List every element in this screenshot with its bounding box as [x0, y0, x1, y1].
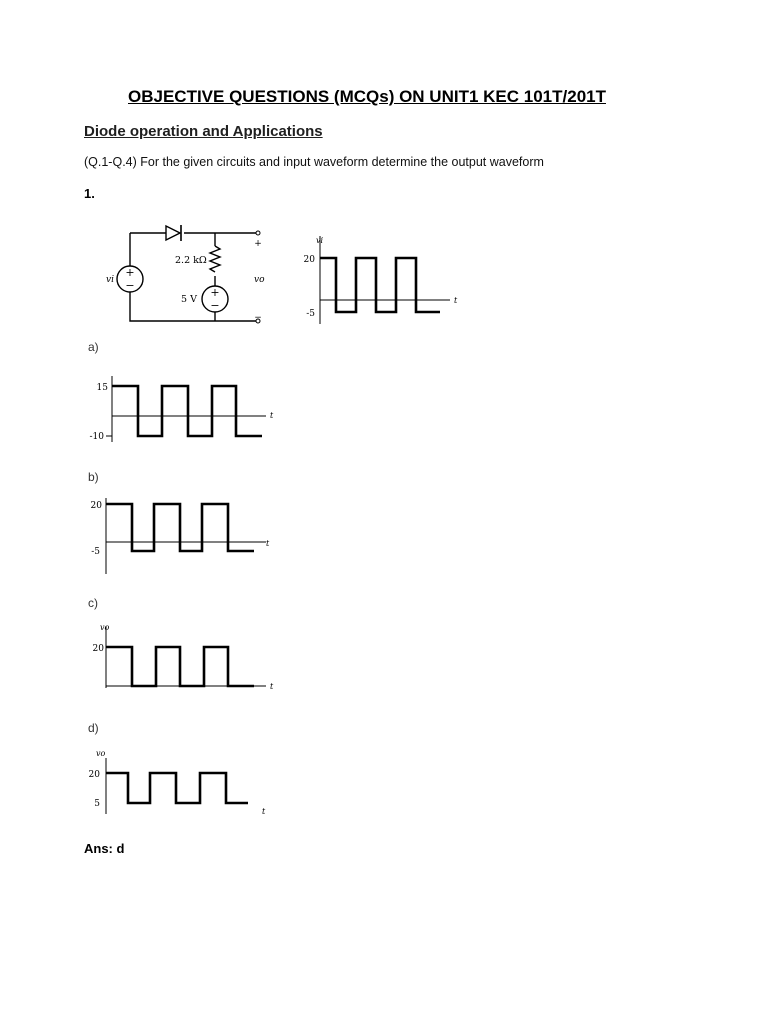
y-axis-label: vi	[316, 236, 324, 245]
svg-text:−: −	[125, 279, 135, 292]
instruction-text: (Q.1-Q.4) For the given circuits and input waveform determine the output waveform	[84, 155, 544, 169]
option-b-label: b)	[88, 470, 99, 484]
low-tick-label: -10	[89, 432, 104, 442]
x-axis-label: t	[454, 296, 458, 305]
low-tick-label: -5	[306, 309, 315, 319]
option-b-plot	[86, 492, 286, 578]
svg-text:−: −	[210, 299, 220, 312]
output-minus: −	[254, 313, 262, 323]
section-heading: Diode operation and Applications	[84, 123, 323, 140]
input-label: vi	[106, 275, 114, 285]
high-tick-label: 20	[90, 501, 102, 511]
low-tick-label: 5	[94, 799, 100, 809]
y-axis-label: vo	[100, 623, 110, 632]
input-waveform-plot	[300, 232, 470, 324]
x-axis-label: t	[270, 411, 274, 420]
high-tick-label: 20	[303, 255, 315, 265]
option-d-plot	[86, 744, 286, 824]
option-b-waveform	[106, 504, 254, 551]
x-axis-label: t	[270, 682, 274, 691]
option-a-plot	[86, 370, 286, 450]
question-number: 1.	[84, 186, 95, 201]
option-a-label: a)	[88, 340, 99, 354]
output-plus: +	[254, 239, 262, 249]
option-c-plot	[86, 618, 286, 698]
resistor-zigzag	[210, 246, 220, 272]
diode-symbol	[166, 225, 181, 241]
x-axis-label: t	[266, 539, 270, 548]
option-a-waveform	[112, 386, 262, 436]
high-tick-label: 20	[92, 644, 104, 654]
output-terminal-top	[256, 231, 260, 235]
resistor-label: 2.2 kΩ	[175, 255, 207, 266]
input-waveform	[320, 258, 440, 312]
input-source-symbol	[117, 266, 143, 292]
svg-text:+: +	[210, 286, 220, 299]
low-tick-label: -5	[91, 547, 100, 557]
option-c-label: c)	[88, 596, 98, 610]
answer-text: Ans: d	[84, 841, 125, 856]
x-axis-label: t	[262, 807, 266, 816]
svg-text:+: +	[125, 266, 135, 279]
option-d-label: d)	[88, 721, 99, 735]
page-title: OBJECTIVE QUESTIONS (MCQs) ON UNIT1 KEC 101T/201T	[128, 87, 606, 106]
high-tick-label: 15	[96, 383, 108, 393]
option-d-waveform	[106, 773, 248, 803]
output-label: vo	[254, 275, 265, 285]
diode-circuit-diagram	[98, 222, 278, 332]
high-tick-label: 20	[88, 770, 100, 780]
option-c-waveform	[106, 647, 254, 686]
source-label: 5 V	[181, 294, 197, 305]
dc-source-symbol	[202, 286, 228, 312]
y-axis-label: vo	[96, 749, 106, 758]
